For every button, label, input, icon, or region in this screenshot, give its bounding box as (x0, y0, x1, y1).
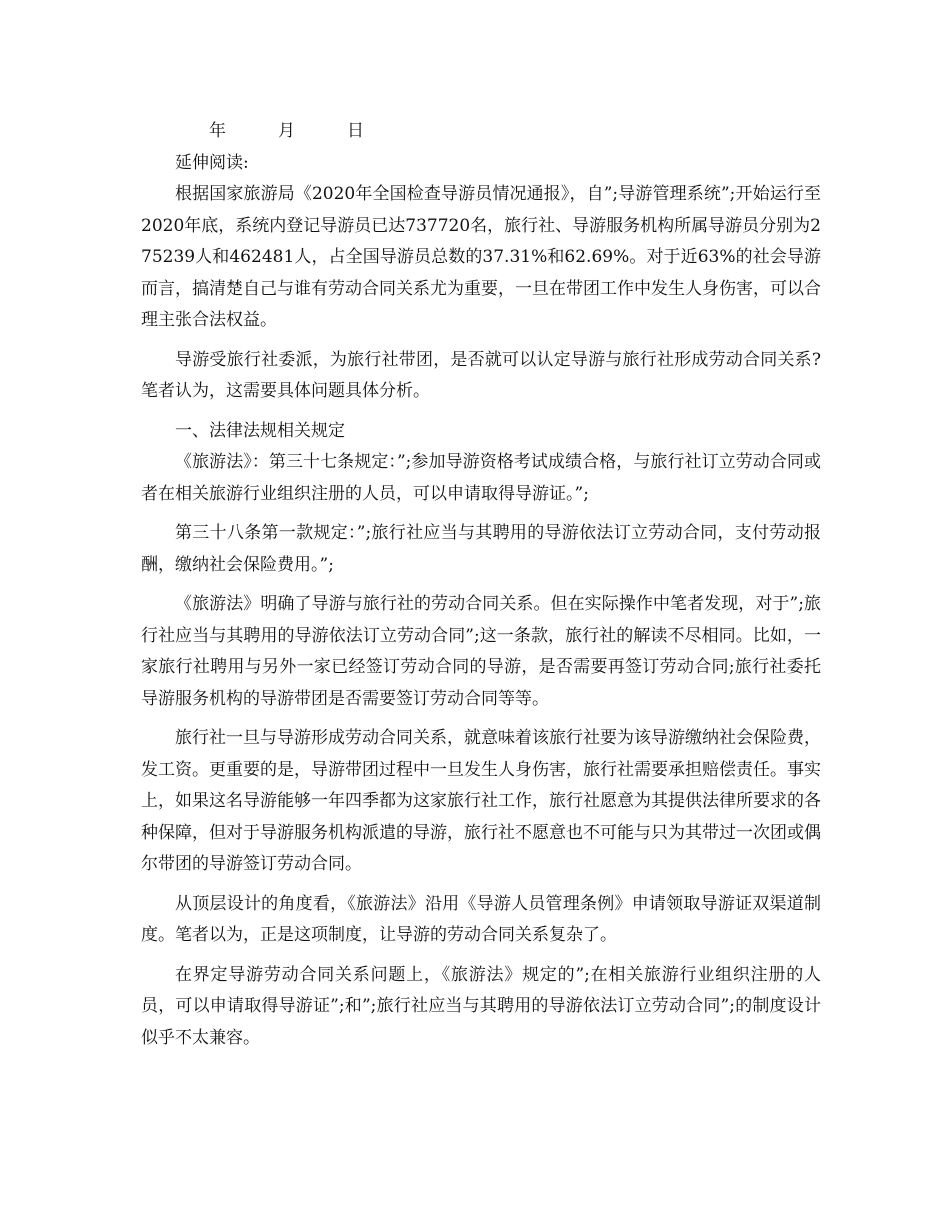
paragraph-question: 导游受旅行社委派，为旅行社带团，是否就可以认定导游与旅行社形成劳动合同关系?笔者认为，这需要具体问题具体分析。 (141, 349, 821, 401)
paragraph-article-38: 第三十八条第一款规定：”;旅行社应当与其聘用的导游依法订立劳动合同，支付劳动报酬，缴纳社会保险费用。”; (141, 523, 821, 575)
paragraph-compatibility: 在界定导游劳动合同关系问题上，《旅游法》规定的”;在相关旅游行业组织注册的人员，可以申请取得导游证”;和”;旅行社应当与其聘用的导游依法订立劳动合同”;的制度设计似乎不太兼容。 (141, 964, 821, 1048)
date-month: 月 (278, 121, 295, 141)
date-line (141, 116, 821, 148)
paragraph-top-level-design: 从顶层设计的角度看，《旅游法》沿用《导游人员管理条例》申请领取导游证双渠道制度。笔者以为，正是这项制度，让导游的劳动合同关系复杂了。 (141, 893, 821, 945)
document-body (141, 116, 821, 1062)
paragraph-statistics: 根据国家旅游局《2020年全国检查导游员情况通报》，自”;导游管理系统”;开始运行至2020年底，系统内登记导游员已达737720名，旅行社、导游服务机构所属导游员分别为275239人和462481人，占全国导游员总数的37.31%和62.69%。对于近63%的社会导游而言，搞清楚自己与谁有劳动合同关系尤为重要，一旦在带团工作中发生人身伤害，可以合理主张合法权益。 (141, 184, 821, 330)
date-day: 日 (347, 121, 364, 141)
extended-reading-label: 延伸阅读: (175, 152, 249, 173)
paragraph-obligations: 旅行社一旦与导游形成劳动合同关系，就意味着该旅行社要为该导游缴纳社会保险费，发工资。更重要的是，导游带团过程中一旦发生人身伤害，旅行社需要承担赔偿责任。事实上，如果这名导游能够一年四季都为这家旅行社工作，旅行社愿意为其提供法律所要求的各种保障，但对于导游服务机构派遣的导游，旅行社不愿意也不可能与只为其带过一次团或偶尔带团的导游签订劳动合同。 (141, 728, 821, 874)
paragraph-article-37: 《旅游法》：第三十七条规定：”;参加导游资格考试成绩合格，与旅行社订立劳动合同或者在相关旅游行业组织注册的人员，可以申请取得导游证。”; (141, 452, 821, 504)
paragraph-interpretation: 《旅游法》明确了导游与旅行社的劳动合同关系。但在实际操作中笔者发现，对于”;旅行社应当与其聘用的导游依法订立劳动合同”;这一条款，旅行社的解读不尽相同。比如，一家旅行社聘用与另外一家已经签订劳动合同的导游，是否需要再签订劳动合同;旅行社委托导游服务机构的导游带团是否需要签订劳动合同等等。 (141, 594, 821, 709)
section-heading-laws: 一、法律法规相关规定 (175, 420, 345, 441)
date-year: 年 (209, 121, 226, 141)
